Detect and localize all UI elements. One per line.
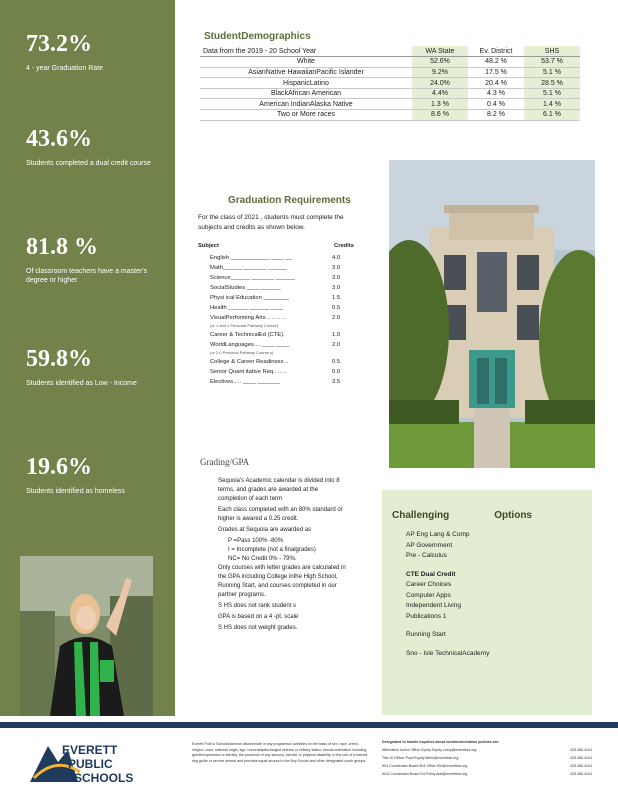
subject: SocialStudies ____ ______ — [210, 285, 281, 291]
challenging-options-title — [392, 510, 582, 521]
table-row — [382, 748, 592, 756]
stat-value: 73.2% — [26, 31, 92, 57]
bullet-icon — [200, 526, 218, 535]
cell-school: 5.1 % — [524, 67, 580, 78]
list-item: AP Government — [406, 541, 453, 549]
list-item — [200, 602, 348, 611]
list-item — [198, 303, 354, 313]
credits-header: Credits — [334, 243, 354, 249]
grading-gpa-title: Grading/GPA — [200, 457, 250, 467]
row-label: White — [200, 57, 412, 68]
subject: Science______ _______ ______ — [210, 275, 296, 281]
cell-district: 48.2 % — [468, 57, 524, 68]
list-item: Publications 1 — [406, 612, 447, 620]
challenging-options-box — [382, 490, 592, 715]
stat-value: 81.8 % — [26, 234, 98, 260]
credits: 4.0 — [332, 255, 341, 261]
item-text: Sequoia's Academic calendar is divided into 8 terms, and grades are awarded at the completion of each term — [218, 478, 340, 502]
contact-phone: 425.385.4104 — [570, 756, 592, 760]
subject: Electives..... ____ _______ — [210, 379, 280, 385]
running-start: Running Start — [406, 631, 446, 638]
stat-description: 4 - year Graduation Rate — [26, 65, 104, 72]
list-item — [198, 357, 354, 367]
credits: 1.5 — [332, 295, 341, 301]
grade-scale-pass: P =Pass 100% -80% — [228, 538, 284, 544]
row-label: Two or More races — [200, 110, 412, 121]
subject: Physi ical Education ________ — [210, 295, 290, 301]
cell-state: 24.0% — [412, 78, 468, 89]
logo-line-3: SCHOOLS — [74, 771, 134, 785]
cell-state: 8.6 % — [412, 110, 468, 121]
stat-description: Students identified as homeless — [26, 488, 125, 495]
bullet-icon — [200, 602, 218, 611]
demographics-title: StudentDemographics — [204, 31, 311, 42]
cell-district: 0.4 % — [468, 99, 524, 110]
list-item: Career Choices — [406, 581, 452, 588]
credits: 3.5 — [332, 379, 341, 385]
item-text: Grades at Sequoia are awarded as — [218, 527, 312, 533]
cell-district: 17.5 % — [468, 67, 524, 78]
list-item — [198, 263, 354, 273]
list-item — [198, 330, 354, 340]
row-label: AsianNative HawaiianPacific Islander — [200, 67, 412, 78]
list-item — [200, 526, 348, 535]
subject-header: Subject — [198, 243, 219, 249]
grade-scale-incomplete: I = Incomplete (not a finalgrades) — [228, 547, 316, 553]
bullet-icon — [200, 564, 218, 600]
bullet-icon — [200, 613, 218, 622]
table-row — [200, 88, 580, 99]
list-item — [200, 506, 348, 524]
credits: 2.0 — [332, 342, 341, 348]
list-item — [198, 293, 354, 303]
subject: College & Career Readiness .. — [210, 359, 289, 365]
stat-graduation-rate — [26, 30, 156, 73]
list-item — [200, 624, 348, 633]
item-text: S HS does not rank student s — [218, 603, 297, 609]
cell-school: 53.7 % — [524, 57, 580, 68]
item-text: Only courses with letter grades are calculated in the GPA including College inthe High School, Running Start, and courses completed in our partner programs. — [218, 565, 346, 598]
contact-phone: 425.385.4104 — [570, 764, 592, 768]
header-label: Data from the 2019 - 20 School Year — [200, 46, 412, 57]
stat-homeless — [26, 453, 156, 496]
cell-state: 1.3 % — [412, 99, 468, 110]
list-item — [198, 377, 354, 387]
list-item — [200, 477, 348, 504]
list-item: AP Eng Lang & Comp — [406, 531, 470, 538]
subject: Math______ _______ ______ — [210, 265, 288, 271]
credits: 0.5 — [332, 305, 341, 311]
stat-value: 59.8% — [26, 346, 92, 372]
stats-sidebar — [0, 0, 175, 716]
subject: WorldLanguages.... ____ ____ — [210, 342, 290, 348]
table-row — [382, 764, 592, 772]
row-label: American IndianAlaska Native — [200, 99, 412, 110]
cell-school: 5.1 % — [524, 88, 580, 99]
contact-name: 504 Coordinator Board 504 Office 504@everettsd.org — [382, 764, 468, 768]
stat-description: Of classroom teachers have a master's degree or higher — [26, 268, 148, 284]
stat-masters-degree — [26, 233, 156, 285]
list-item — [198, 253, 354, 263]
bullet-icon — [200, 477, 218, 504]
item-text: S HS does not weight grades. — [218, 625, 298, 631]
credits: 3.0 — [332, 285, 341, 291]
item-text: GPA is based on a 4 -pt. scale — [218, 614, 299, 620]
cell-state: 9.2% — [412, 67, 468, 78]
list-item: Independent Living — [406, 602, 461, 609]
options-list — [406, 530, 489, 659]
title-left: Challenging — [392, 510, 450, 521]
contact-name: Affirmative Action Office Equity Equity comp@everettsd.org — [382, 748, 477, 752]
item-text: Each class completed with an 80% standard or higher is awared a 0.25 credit. — [218, 507, 343, 522]
cell-school: 1.4 % — [524, 99, 580, 110]
list-item — [200, 564, 348, 600]
stat-value: 19.6% — [26, 454, 92, 480]
table-row — [200, 57, 580, 68]
grading-gpa-list — [200, 477, 348, 635]
contact-list — [382, 740, 592, 780]
contact-name: ADA Coordinator Board Ed Policy ada@everettsd.org — [382, 772, 468, 776]
cell-state: 4.4% — [412, 88, 468, 99]
list-item — [198, 283, 354, 293]
table-header-row — [200, 46, 580, 57]
requirement-note: (or 1 and 1 Personal Pathway Course) — [210, 323, 279, 328]
subject: Senior Quant itative Req.. .. .. — [210, 369, 287, 375]
cell-school: 6.1 % — [524, 110, 580, 121]
table-row — [200, 67, 580, 78]
credits: 0.5 — [332, 359, 341, 365]
credits: 2.0 — [332, 315, 341, 321]
credits: 0.0 — [332, 369, 341, 375]
stat-description: Students identified as Low - Income — [26, 380, 137, 387]
stat-dual-credit — [26, 125, 156, 168]
row-label: HispanicLatino — [200, 78, 412, 89]
stat-description: Students completed a dual credit course — [26, 160, 151, 167]
cte-dual-credit-heading: CTE Dual Credit — [406, 570, 456, 578]
school-building-photo — [389, 160, 595, 468]
graduation-intro: For the class of 2021 , students must complete the subjects and credits as shown below. — [198, 214, 344, 231]
graduation-requirements-title: Graduation Requirements — [228, 195, 351, 206]
cell-school: 28.5 % — [524, 78, 580, 89]
requirements-header — [198, 243, 354, 253]
contact-name: Title IX Officer Pupil Equity titleix@everettsd.org — [382, 756, 459, 760]
header-school: SHS — [524, 46, 580, 57]
grade-scale-no-credit: NC= No Credit 0% - 79%. — [228, 556, 297, 562]
contact-phone: 425.385.4104 — [570, 748, 592, 752]
list-item — [198, 313, 354, 323]
credits: 3.0 — [332, 275, 341, 281]
title-right: Options — [494, 510, 532, 521]
footer-divider — [0, 722, 618, 728]
nondiscrimination-statement: Everett Publ ic Schoolsdoesnot discriminate in any programsor activities on the basis of sex, race, creed, religion, color, national origin, age, honorablydischarged veteran or military status, sexual orientation including genderexpression or identity, the presence of any sensory, mental, or physical disability, or the use of a trained dog guide or service animal and provides equal access to the Boy Scouts and other designated youth groups. — [192, 742, 368, 763]
contact-phone: 425.385.4104 — [570, 772, 592, 776]
cell-district: 20.4 % — [468, 78, 524, 89]
logo-line-1: EVERETT — [62, 743, 118, 757]
list-item — [200, 613, 348, 622]
everett-public-schools-logo — [28, 738, 148, 786]
requirement-note: (or 2.0 Personal Pathway Course s) — [210, 350, 274, 355]
cell-district: 4.3 % — [468, 88, 524, 99]
table-row — [382, 756, 592, 764]
table-row — [200, 78, 580, 89]
student-photo — [20, 556, 153, 716]
table-row — [200, 110, 580, 121]
subject: VisualPerforming Arts .. .. .. .. — [210, 315, 285, 321]
contact-header-text: Designated to handle inquiries about nondiscrimination policies are: — [382, 740, 500, 744]
row-label: BlackAfrican American — [200, 88, 412, 99]
stat-value: 43.6% — [26, 126, 92, 152]
table-row — [200, 99, 580, 110]
subject: English ____________ ____ __ — [210, 255, 292, 261]
list-item — [198, 367, 354, 377]
graduation-requirements-list — [198, 243, 354, 387]
bullet-icon — [200, 506, 218, 524]
sno-isle-academy: Sno - Isle TechnicalAcademy — [406, 649, 490, 657]
list-item — [198, 273, 354, 283]
stat-low-income — [26, 345, 156, 388]
table-row — [382, 772, 592, 780]
header-district: Ev. District — [468, 46, 524, 57]
credits: 1.0 — [332, 332, 341, 338]
subject: Health ______ ______ ____ — [210, 305, 284, 311]
subject: Career & TechnicalEd (CTE). — [210, 332, 285, 338]
header-state: WA State — [412, 46, 468, 57]
list-item: Pre - Calculus — [406, 552, 447, 559]
logo-line-2: PUBLIC — [68, 757, 113, 771]
cell-state: 52.6% — [412, 57, 468, 68]
contact-header — [382, 740, 592, 748]
cell-district: 8.2 % — [468, 110, 524, 121]
list-item: Computer Apps — [406, 591, 451, 599]
bullet-icon — [200, 624, 218, 633]
credits: 3.0 — [332, 265, 341, 271]
list-item — [198, 340, 354, 350]
demographics-table — [200, 46, 580, 121]
